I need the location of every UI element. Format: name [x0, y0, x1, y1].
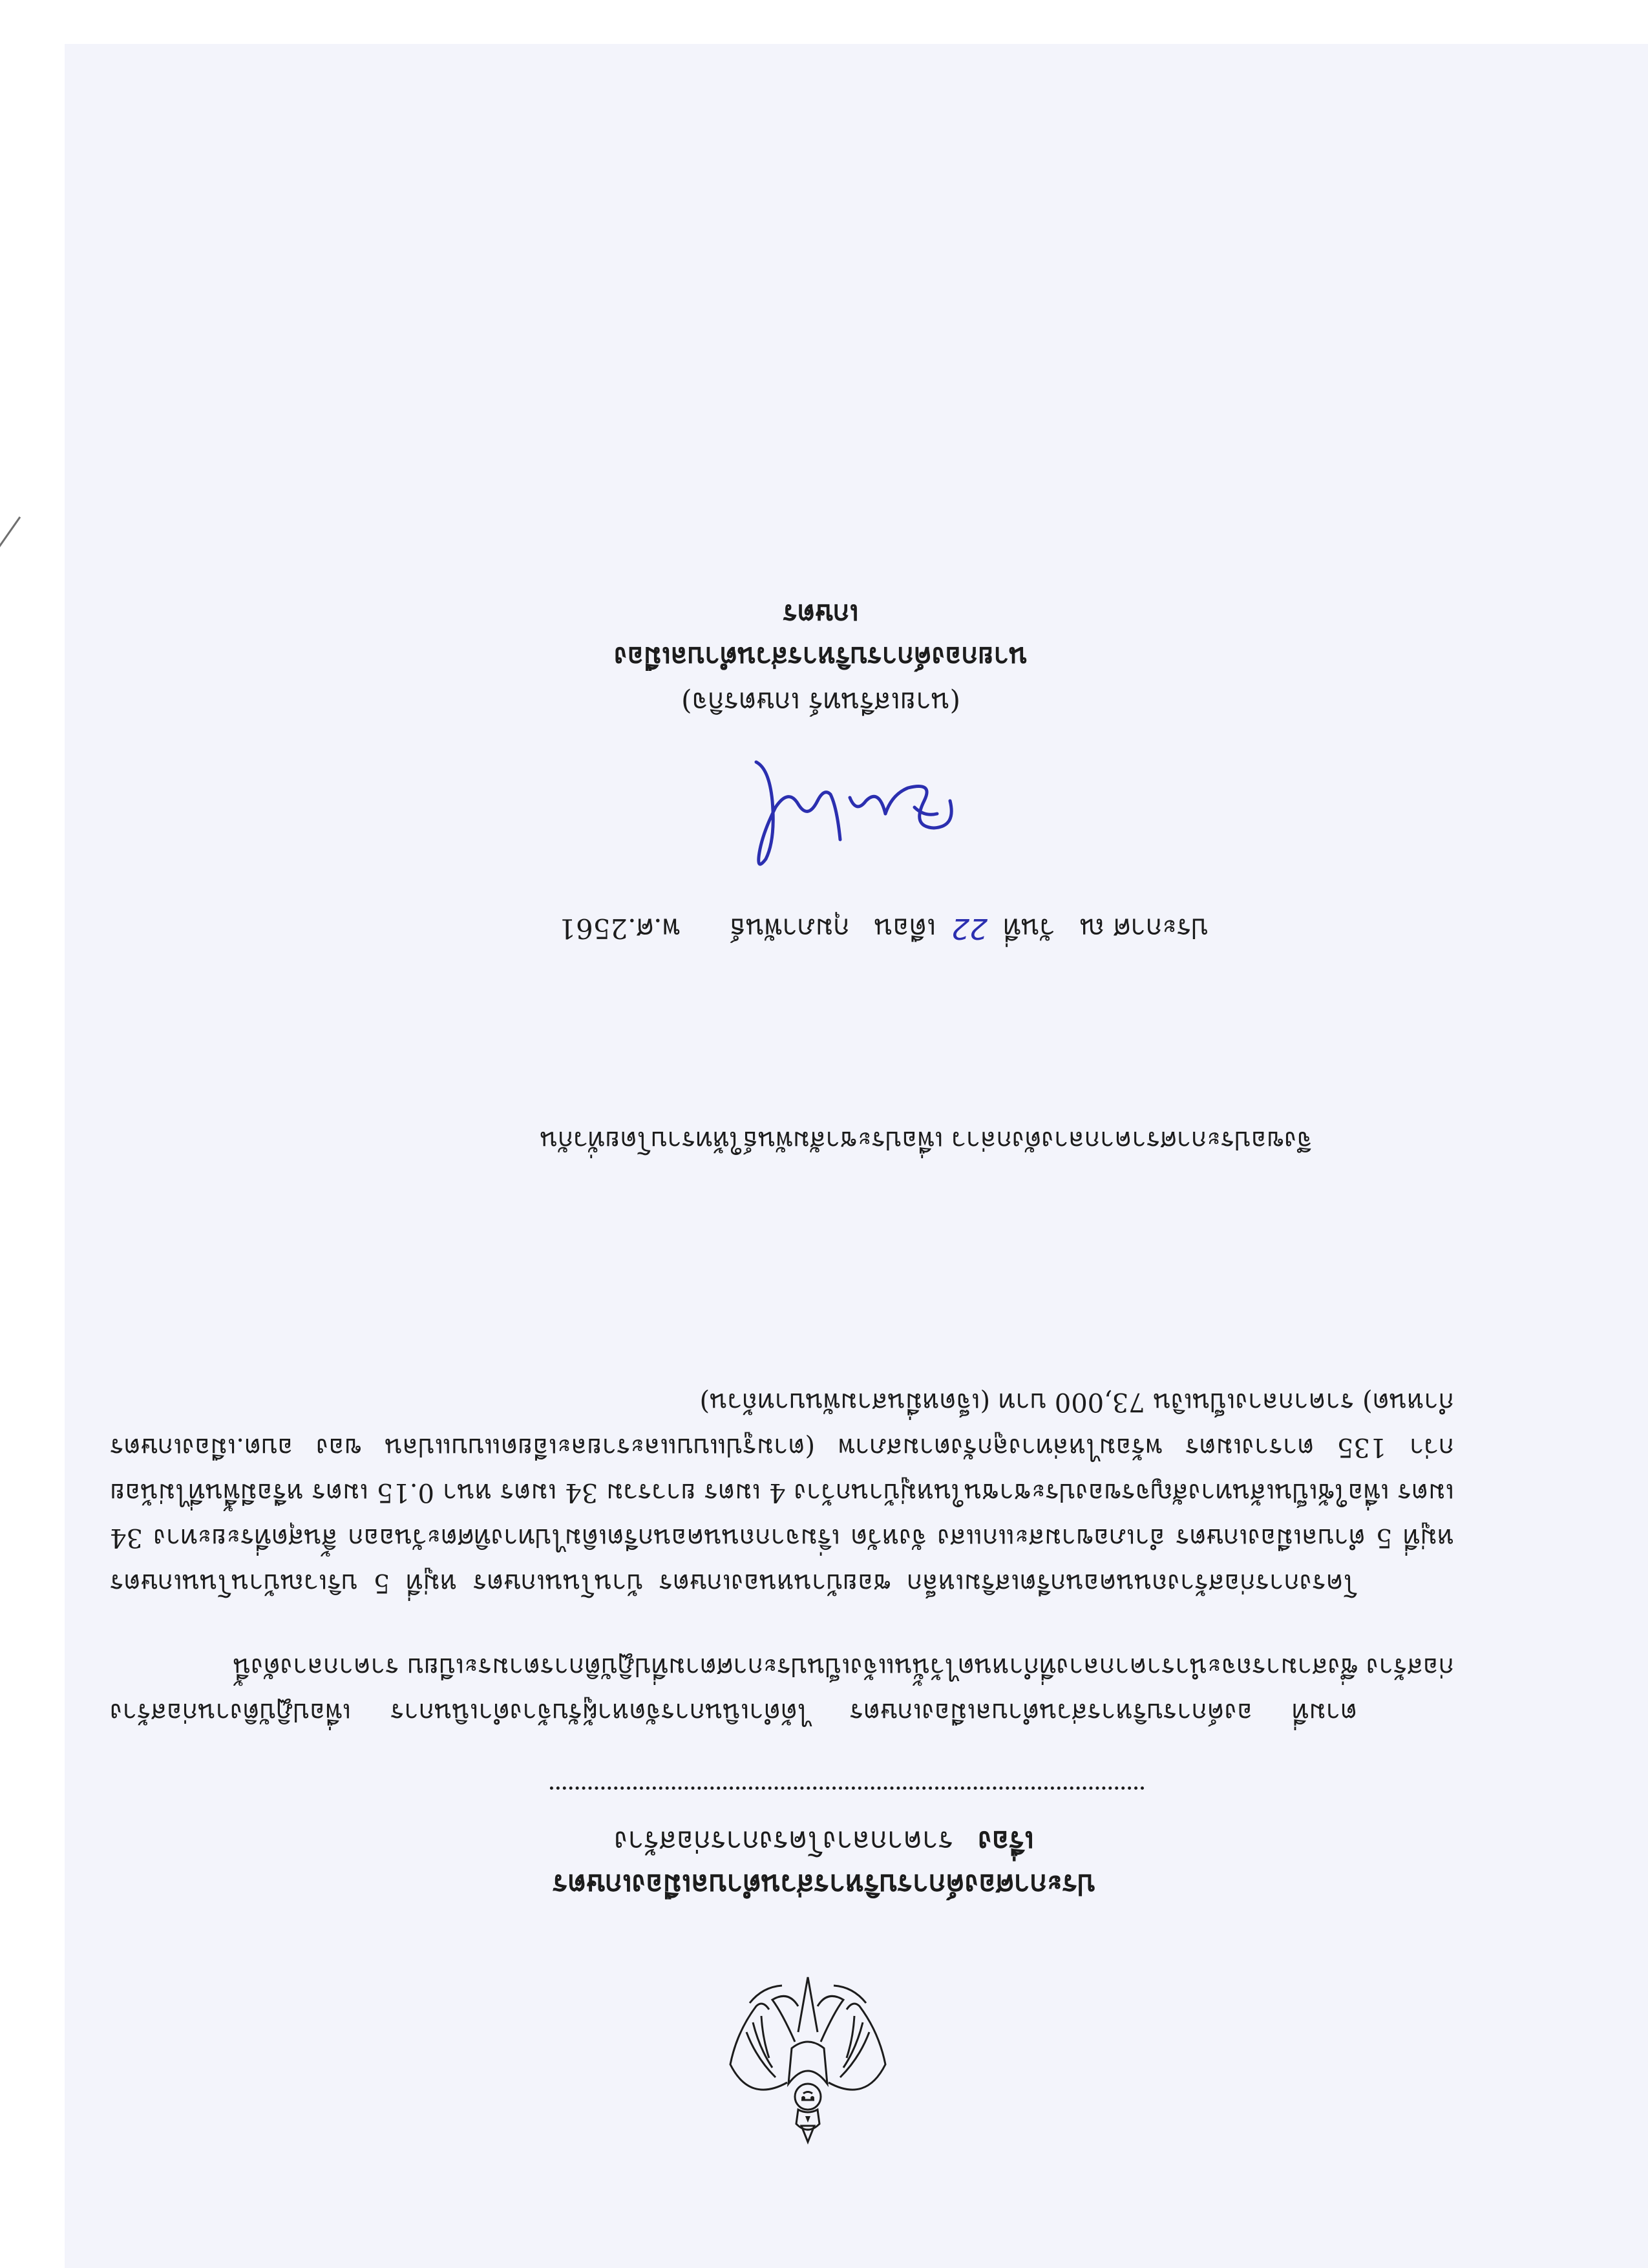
closing-text: จึงขอประกาศราคากลางดังกล่าว เพื่อประชาสัมพันธ์ให้ทราบโดยทั่วกัน: [540, 1125, 1312, 1155]
garuda-emblem-icon: [711, 1967, 905, 2155]
closing-paragraph: [110, 1118, 1454, 1163]
date-year: พ.ศ.2561: [558, 913, 681, 944]
document-title: ประกาศองค์การบริหารส่วนตำบลเมืองเกษตร: [552, 1868, 1096, 1901]
project-text: โครงการก่อสร้างถนนคอนกรีตเสริมเหล็ก ซอยบ้านหนองเกษตร บ้านโนนเกษตร หมู่ที่ 5 บริเวณบ้านโนนเกษตร หมู่ที่ 5 ตำบลเมืองเกษตร อำเภอขามสะแกแสง จังหวัด เริ่มจากถนนคอนกรีตเดิมไปทางทิศตะวันออก สิ้นสุดที่ระยะทาง 34 เมตร เพื่อใช้เป็นเส้นทางสัญจรของประชาชนในหมู่บ้านกว้าง 4 เมตร ยาวรวม 34 เมตร หนา 0.15 เมตร หรือมีพื้นที่ไม่น้อยกว่า 135 ตารางเมตร พร้อมไหล่ทางลูกรังตามสภาพ (ตามรูปแบบและรายละเอียดแบบแปลน ของ อบต.เมืองเกษตร กำหนด) ราคากลางเป็นเงิน 73,000 บาท (เจ็ดหมื่นสามพันบาทถ้วน): [110, 1387, 1454, 1598]
handwritten-signature: [737, 749, 969, 878]
date-month-label: เดือน: [874, 913, 936, 944]
subject-text: ราคากลางโครงการก่อสร้าง: [614, 1825, 954, 1858]
intro-paragraph: [110, 1644, 1454, 1735]
date-prefix: ประกาศ ณ: [1079, 913, 1209, 944]
date-day: 22: [951, 912, 988, 945]
subject-label: เรื่อง: [978, 1825, 1034, 1858]
project-paragraph: [110, 1379, 1454, 1606]
document-subject: [323, 1819, 1325, 1864]
intro-text: ตามที่ องค์การบริหารส่วนตำบลเมืองเกษตร ได้ดำเนินการจัดหาผู้รับจ้างดำเนินการ เพื่อปฏิบัติงานก่อสร้าง ก่อสร้าง ซึ่งสามารถจะนำราคากลางที่กำหนดไว้นั้นแจ้งเป็นประกาศตามที่ปฏิบัติการตามระเบียบ ราคากลางดังนี้: [110, 1652, 1454, 1727]
date-month: กุมภาพันธ์: [729, 913, 850, 944]
date-day-label: วันที่: [1003, 913, 1055, 944]
announcement-date: [304, 907, 1209, 949]
signer-name: (นายเสรีนทร์ เกษตรกิจ): [681, 686, 960, 718]
signer-title: นายกองค์การบริหารส่วนตำบลเมืองเกษตร: [614, 599, 1028, 673]
dotted-divider: [549, 1786, 1144, 1790]
